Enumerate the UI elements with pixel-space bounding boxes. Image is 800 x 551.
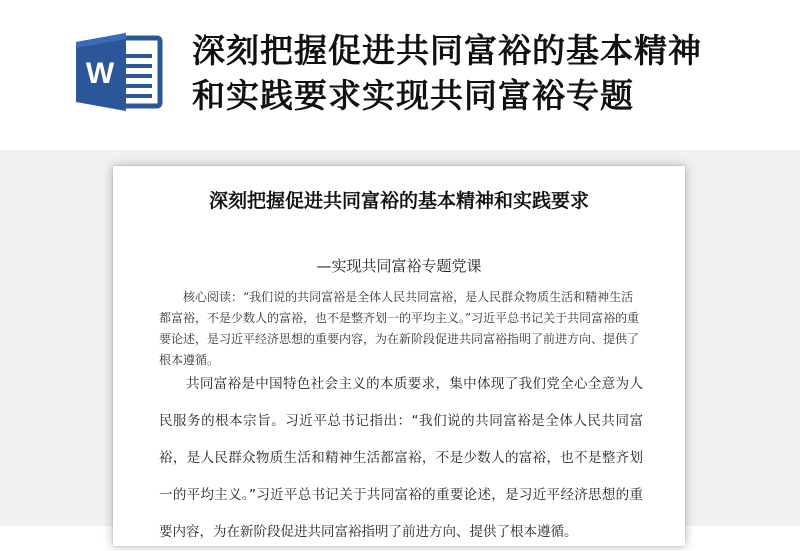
document-page: [113, 166, 685, 546]
banner-title: 深刻把握促进共同富裕的基本精神和实践要求实现共同富裕专题: [192, 31, 702, 115]
word-icon-letter: W: [85, 57, 115, 90]
body-paragraph: 共同富裕是中国特色社会主义的本质要求，集中体现了我们党全心全意为人民服务的根本宗旨。习近平总书记指出：“我们说的共同富裕是全体人民共同富裕，是人民群众物质生活和精神生活都富裕，不是少数人的富裕，也不是整齐划一的平均主义。”习近平总书记关于共同富裕的重要论述，是习近平经济思想的重要内容，为在新阶段促进共同富裕指明了前进方向、提供了根本遵循。: [159, 376, 643, 540]
top-banner: [0, 0, 800, 150]
document-subtitle: —实现共同富裕专题党课: [316, 257, 482, 275]
abstract-paragraph: 核心阅读：“我们说的共同富裕是全体人民共同富裕，是人民群众物质生活和精神生活都富裕，不是少数人的富裕，也不是整齐划一的平均主义。”习近平总书记关于共同富裕的重要论述，是习近平经济思想的重要内容，为在新阶段促进共同富裕指明了前进方向、提供了根本遵循。: [159, 290, 640, 367]
word-document-icon: [76, 30, 166, 114]
document-title: 深刻把握促进共同富裕的基本精神和实践要求: [208, 190, 589, 212]
